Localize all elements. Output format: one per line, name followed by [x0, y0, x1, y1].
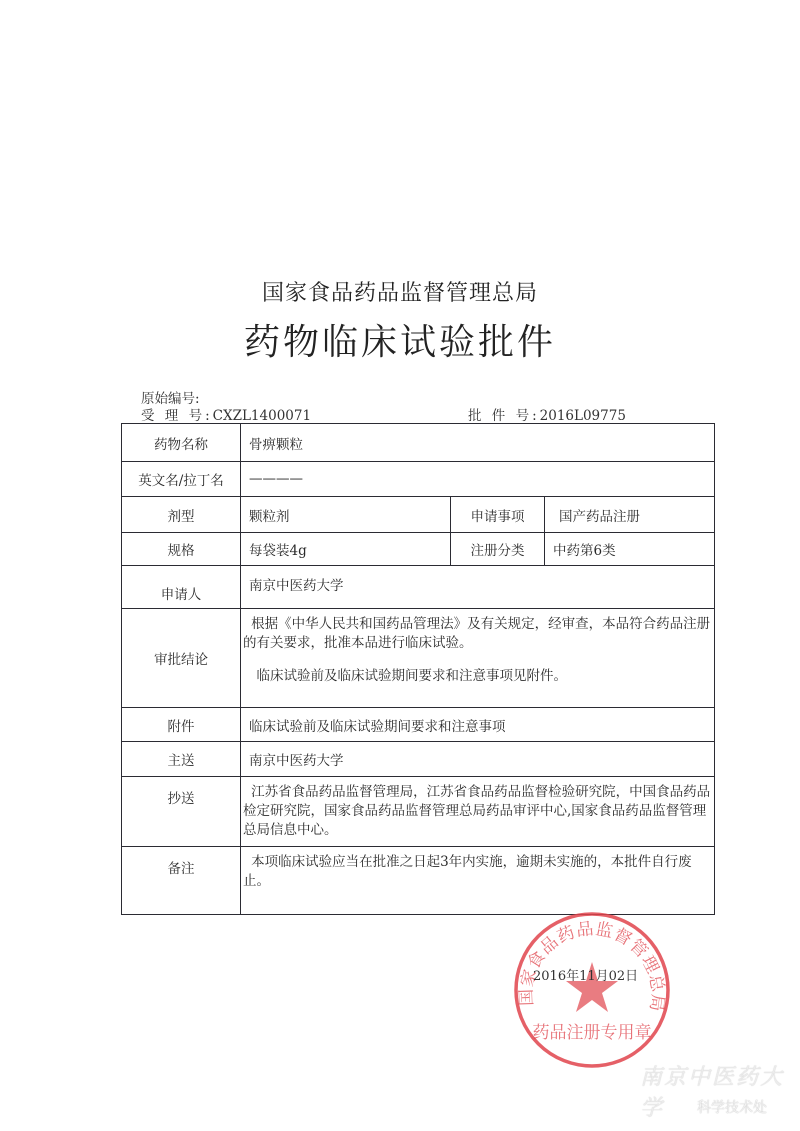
- attachment-value: 临床试验前及临床试验期间要求和注意事项: [241, 708, 715, 742]
- row-cc: [122, 777, 715, 847]
- specification-value: 每袋装4g: [241, 533, 451, 566]
- agency-name: 国家食品药品监督管理总局: [261, 281, 538, 306]
- conclusion-value: [241, 609, 715, 708]
- svg-text:国家食品药品监督管理总局: 国家食品药品监督管理总局: [516, 919, 668, 1014]
- main-recipient-value: 南京中医药大学: [241, 742, 715, 777]
- row-conclusion: [122, 609, 715, 708]
- acceptance-number-value: CXZL1400071: [212, 408, 312, 424]
- application-item-label: 申请事项: [451, 497, 545, 533]
- english-name-value: ————: [241, 462, 715, 497]
- row-attachment: [122, 708, 715, 742]
- batch-number-value: 2016L09775: [539, 408, 626, 424]
- acceptance-number-label: 受 理 号:: [141, 408, 213, 424]
- row-specification: [122, 533, 715, 566]
- row-remarks: [122, 847, 715, 915]
- main-recipient-label: 主送: [122, 742, 241, 777]
- applicant-value: 南京中医药大学: [241, 566, 715, 609]
- dosage-form-label: 剂型: [122, 497, 241, 533]
- conclusion-paragraph-2: 临床试验前及临床试验期间要求和注意事项见附件。: [256, 668, 567, 684]
- applicant-label: 申请人: [122, 566, 241, 609]
- cc-text: 江苏省食品药品监督管理局，江苏省食品药品监督检验研究院，中国食品药品检定研究院，国家食品药品监督管理总局药品审评中心,国家食品药品监督管理总局信息中心。: [243, 784, 711, 838]
- row-english-name: [122, 462, 715, 497]
- document-title: 药物临床试验批件: [243, 322, 556, 363]
- specification-label: 规格: [122, 533, 241, 566]
- drug-name-value: 骨痹颗粒: [241, 424, 715, 462]
- drug-name-label: 药物名称: [122, 424, 241, 462]
- batch-number-label: 批 件 号:: [468, 408, 540, 424]
- svg-text:药品注册专用章: 药品注册专用章: [532, 1023, 652, 1043]
- application-item-value: 国产药品注册: [545, 497, 715, 533]
- seal-date: 2016年11月02日: [533, 969, 639, 984]
- row-drug-name: [122, 424, 715, 462]
- english-name-label: 英文名/拉丁名: [122, 462, 241, 497]
- approval-form-table: [121, 423, 715, 915]
- row-dosage-form: [122, 497, 715, 533]
- attachment-label: 附件: [122, 708, 241, 742]
- registration-class-value: 中药第6类: [545, 533, 715, 566]
- remarks-text: 本项临床试验应当在批准之日起3年内实施，逾期未实施的，本批件自行废止。: [243, 854, 692, 889]
- cc-value: [241, 777, 715, 847]
- cc-label: 抄送: [122, 777, 241, 847]
- batch-number: [468, 404, 626, 424]
- registration-class-label: 注册分类: [451, 533, 545, 566]
- row-main-recipient: [122, 742, 715, 777]
- dosage-form-value: 颗粒剂: [241, 497, 451, 533]
- conclusion-label: 审批结论: [122, 609, 241, 708]
- acceptance-number: [141, 404, 311, 424]
- remarks-value: [241, 847, 715, 915]
- original-number-label: 原始编号:: [141, 391, 200, 407]
- conclusion-paragraph-1: 根据《中华人民共和国药品管理法》及有关规定，经审查，本品符合药品注册的有关要求，批准本品进行临床试验。: [243, 616, 711, 651]
- row-applicant: [122, 566, 715, 609]
- watermark-university: 南京中医药大学: [640, 1065, 785, 1121]
- watermark-department: 科学技术处: [697, 1100, 767, 1116]
- remarks-label: 备注: [122, 847, 241, 915]
- official-seal-icon: [512, 910, 672, 1070]
